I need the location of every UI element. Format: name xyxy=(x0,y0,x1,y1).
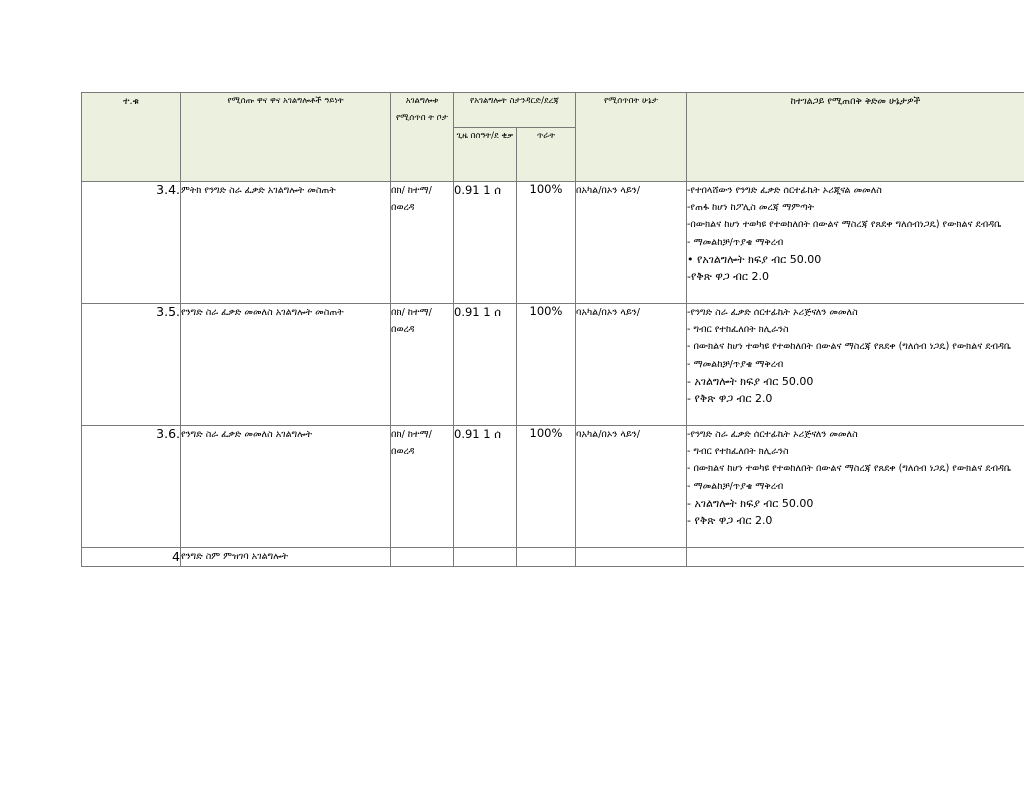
service-quality: 100% xyxy=(517,304,576,426)
requirement-item: • የአገልግሎት ክፍያ ብር 50.00 xyxy=(687,252,822,266)
requirement-item: -የቅጽ ዋጋ ብር 2.0 xyxy=(687,270,769,284)
empty-cell xyxy=(576,548,687,567)
requirement-item: - የቅጽ ዋጋ ብር 2.0 xyxy=(687,392,773,406)
service-standards-table xyxy=(81,92,1024,567)
table-row xyxy=(82,304,1024,426)
requirements-list xyxy=(687,426,1024,548)
requirement-item: - በውክልና ከሆነ ተወካዩ የተወከለበት በውልና ማስረጃ የጸደቀ (ግለሰብ ነጋዴ) የውክልና ደብዳቤ xyxy=(687,463,1012,475)
requirement-item: - ማመልከቻ/ጥያቄ ማቅረብ xyxy=(687,236,784,248)
header-quality: ጥራት xyxy=(517,128,576,182)
empty-cell xyxy=(687,548,1024,567)
requirement-item: - ማመልከቻ/ጥያቄ ማቅረብ xyxy=(687,480,784,492)
requirement-item: - ግብር የተከፈለበት ክሊራንስ xyxy=(687,446,789,458)
requirement-item: -የንግድ ስራ ፈቃድ ሰርተፊኬት ኦሪጅናለን መመለስ xyxy=(687,307,858,318)
service-time: 0.91 1 ሰ xyxy=(454,426,517,548)
requirement-item: - ግብር የተከፈለበት ክሊራንስ xyxy=(687,324,789,336)
header-service-place: አገልግሎቱ የሚሰጥበ ት ቦታ xyxy=(391,93,454,182)
service-mode: በአካል/በኦን ላይን/ xyxy=(576,182,687,304)
header-no: ተ.ቁ xyxy=(82,93,181,182)
service-quality: 100% xyxy=(517,426,576,548)
service-place: በክ/ ከተማ/ በወረዳ xyxy=(391,182,454,304)
requirement-item: - ማመልከቻ/ጥያቄ ማቅረብ xyxy=(687,358,784,370)
requirement-item: - አገልግሎት ክፍያ ብር 50.00 xyxy=(687,496,814,510)
service-mode: ባአካል/በኦን ላይን/ xyxy=(576,426,687,548)
service-name: የንግድ ስራ ፈቃድ መመለስ አገልግሎት xyxy=(181,426,391,548)
requirement-item: - የቅጽ ዋጋ ብር 2.0 xyxy=(687,514,773,528)
service-quality: 100% xyxy=(517,182,576,304)
service-time: 0.91 1 ሰ xyxy=(454,182,517,304)
service-time: 0.91 1 ሰ xyxy=(454,304,517,426)
row-number: 3.5. xyxy=(82,304,181,426)
service-name: የንግድ ስም ምዝገባ አገልግሎት xyxy=(181,548,391,567)
row-number: 4 xyxy=(82,548,181,567)
requirements-list xyxy=(687,182,1024,304)
row-number: 3.6. xyxy=(82,426,181,548)
table-row xyxy=(82,426,1024,548)
requirement-item: -የጠፋ ከሆነ ከፖሊስ መረጃ ማምጣት xyxy=(687,202,815,214)
header-prerequisites: ከተገልጋይ የሚጠበቅ ቅድመ ሁኔታዎች xyxy=(687,93,1024,182)
service-mode: ባአካል/በኦን ላይን/ xyxy=(576,304,687,426)
service-name: የንግድ ስራ ፈቃድ መመለስ አገልግሎት መስጠት xyxy=(181,304,391,426)
requirements-list xyxy=(687,304,1024,426)
requirement-item: -የተበላሸውን የንግድ ፈቃድ ሰርተፊኬት ኦሪጂናል መመለስ xyxy=(687,185,882,196)
table-row xyxy=(82,182,1024,304)
header-time: ጊዜ በሰዓት/ደ ቂቃ xyxy=(454,128,517,182)
row-number: 3.4. xyxy=(82,182,181,304)
table-row xyxy=(82,548,1024,567)
requirement-item: -በውክልና ከሆነ ተወካዩ የተወከለበት በውልና ማስረጃ የጸደቀ ግለሰብነጋዴ) የውክልና ደብዳቤ xyxy=(687,219,1002,231)
empty-cell xyxy=(391,548,454,567)
requirement-item: - አገልግሎት ክፍያ ብር 50.00 xyxy=(687,374,814,388)
requirement-item: -የንግድ ስራ ፈቃድ ሰርተፊኬት ኦሪጅናለን መመለስ xyxy=(687,429,858,440)
requirement-item: - በውክልና ከሆነ ተወካዩ የተወከለበት በውልና ማስረጃ የጸደቀ (ግለሰብ ነጋዴ) የውክልና ደብዳቤ xyxy=(687,341,1012,353)
service-name: ምትክ የንግድ ስራ ፈቃድ አገልግሎት መስጠት xyxy=(181,182,391,304)
empty-cell xyxy=(454,548,517,567)
header-service-type: የሚሰጡ ዋና ዋና አገልግሎቶች ዓይነት xyxy=(181,93,391,182)
empty-cell xyxy=(517,548,576,567)
header-service-standard: የአገልግሎት ስታንዳርድ/ደረጃ xyxy=(454,93,576,128)
service-place: በክ/ ከተማ/ በወረዳ xyxy=(391,304,454,426)
header-service-mode: የሚሰጥበት ሁኔታ xyxy=(576,93,687,182)
service-place: በክ/ ከተማ/ በወረዳ xyxy=(391,426,454,548)
